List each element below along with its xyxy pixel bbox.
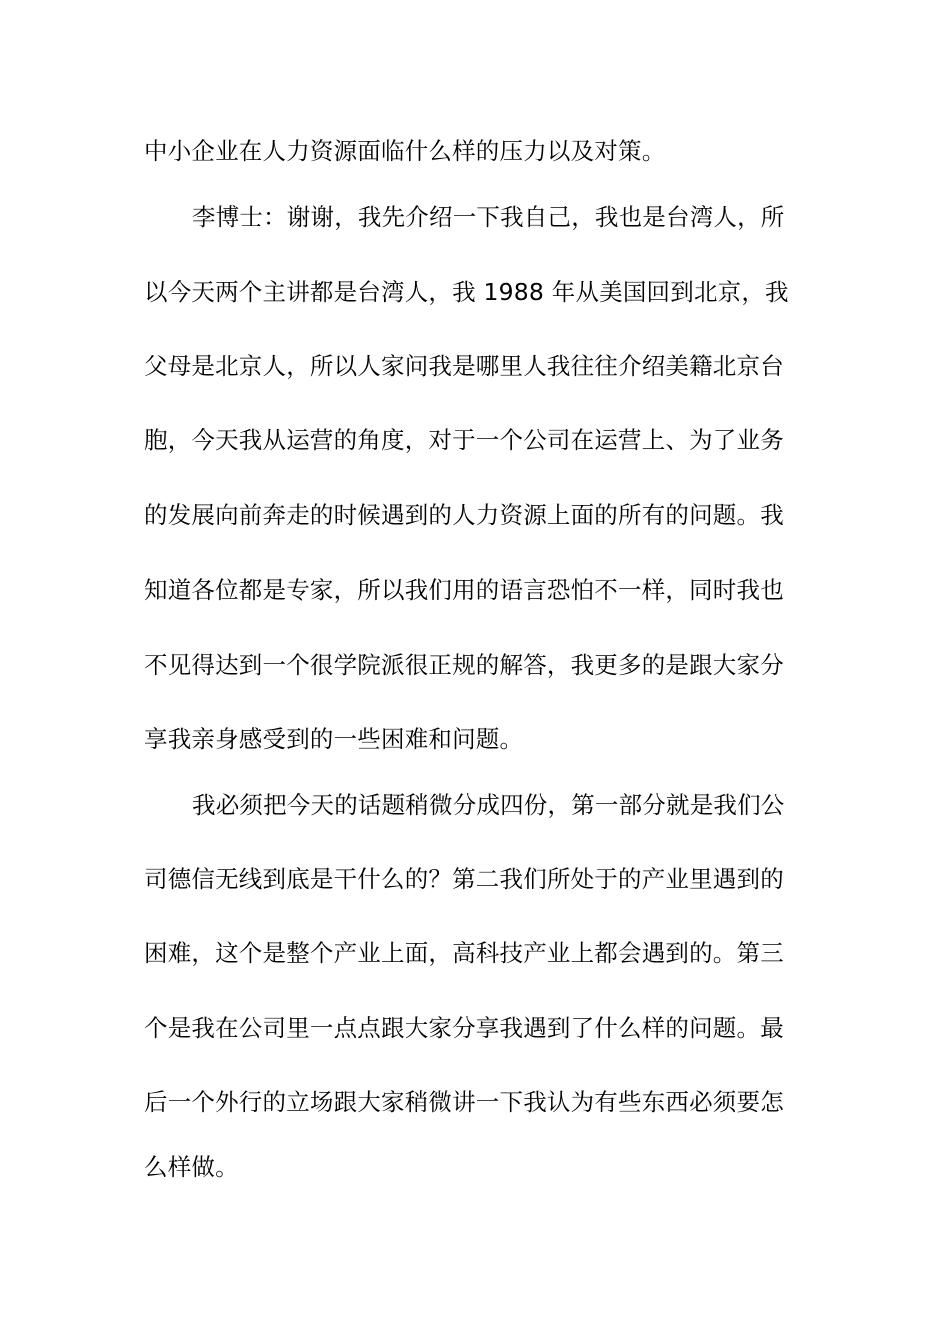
- paragraph-3-line-3: 困难，这个是整个产业上面，高科技产业上都会遇到的。第三: [144, 939, 784, 967]
- paragraph-3-line-1: 我必须把今天的话题稍微分成四份，第一部分就是我们公: [192, 791, 785, 819]
- paragraph-2-line-8: 享我亲身感受到的一些困难和问题。: [144, 725, 524, 753]
- paragraph-2-line-6: 知道各位都是专家，所以我们用的语言恐怕不一样，同时我也: [144, 576, 784, 604]
- paragraph-2-line-5: 的发展向前奔走的时候遇到的人力资源上面的所有的问题。我: [144, 501, 784, 529]
- paragraph-2-line-1: 李博士：谢谢，我先介绍一下我自己，我也是台湾人，所: [192, 203, 785, 231]
- paragraph-2-line-4: 胞，今天我从运营的角度，对于一个公司在运营上、为了业务: [144, 426, 784, 454]
- paragraph-3-line-6: 么样做。: [144, 1153, 239, 1181]
- paragraph-3-line-4: 个是我在公司里一点点跟大家分享我遇到了什么样的问题。最: [144, 1014, 784, 1042]
- paragraph-2-line-3: 父母是北京人，所以人家问我是哪里人我往往介绍美籍北京台: [144, 352, 784, 380]
- paragraph-2-line-2: 以今天两个主讲都是台湾人，我 1988 年从美国回到北京，我: [144, 278, 789, 306]
- paragraph-2-line-7: 不见得达到一个很学院派很正规的解答，我更多的是跟大家分: [144, 651, 784, 679]
- paragraph-3-line-2: 司德信无线到底是干什么的？第二我们所处于的产业里遇到的: [144, 865, 784, 893]
- paragraph-1-line-1: 中小企业在人力资源面临什么样的压力以及对策。: [144, 137, 666, 165]
- paragraph-3-line-5: 后一个外行的立场跟大家稍微讲一下我认为有些东西必须要怎: [144, 1088, 784, 1116]
